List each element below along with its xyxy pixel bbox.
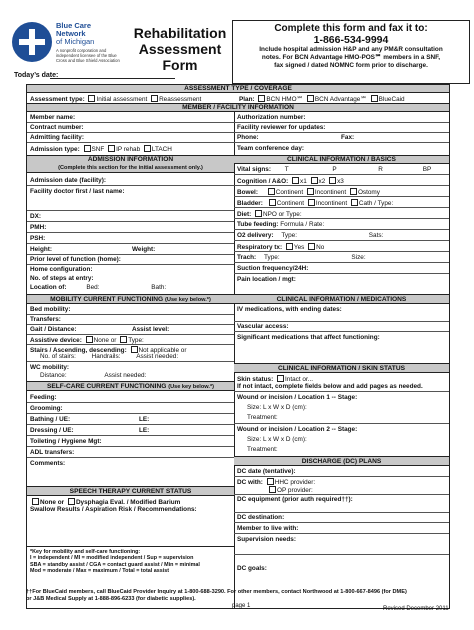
bowel-label: Bowel: (237, 189, 258, 196)
checkbox[interactable] (267, 478, 274, 485)
bed-label: Bed: (86, 284, 100, 291)
grooming-label: Grooming: (30, 405, 63, 412)
iv-meds-label: IV medications, with ending dates: (237, 306, 342, 313)
option-yes: Yes (293, 244, 305, 251)
checkbox[interactable] (144, 145, 151, 152)
checkbox[interactable] (88, 95, 95, 102)
dc-with-label: DC with: (237, 479, 263, 486)
section-discharge: DISCHARGE (DC) PLANS (234, 456, 449, 466)
checkbox[interactable] (131, 346, 138, 353)
rule (27, 546, 234, 547)
rule (27, 264, 234, 265)
checkbox[interactable] (120, 336, 127, 343)
section-title: SELF-CARE CURRENT FUNCTIONING (46, 383, 167, 390)
diet-row (237, 210, 302, 218)
sats-label: Sats: (368, 232, 384, 239)
section-clinical-skin: CLINICAL INFORMATION / SKIN STATUS (234, 363, 449, 373)
fax-heading: Complete this form and fax it to: (274, 23, 428, 34)
dressing-le-label: LE: (139, 427, 150, 434)
location-label: Location of: (30, 284, 67, 291)
option-incontinent: Incontinent (314, 189, 347, 196)
option-intact: Intact or... (285, 376, 314, 383)
option-x1: x1 (300, 178, 307, 185)
section-clinical-meds: CLINICAL INFORMATION / MEDICATIONS (234, 294, 449, 304)
cognition-label: Cognition / A&O: (237, 178, 289, 185)
member-name-label: Member name: (30, 114, 76, 121)
vital-signs-row (237, 166, 431, 173)
vascular-access-label: Vascular access: (237, 323, 289, 330)
rule (27, 361, 234, 362)
dc-goals-label: DC goals: (237, 565, 267, 572)
checkbox[interactable] (350, 188, 357, 195)
bladder-label: Bladder: (237, 200, 263, 207)
diet-label: Diet: (237, 211, 252, 218)
option-cath: Cath / Type: (358, 200, 394, 207)
divider (234, 112, 235, 156)
rule (234, 554, 449, 555)
rule (234, 174, 449, 175)
dc-equipment-label: DC equipment (prior auth required††): (237, 496, 353, 503)
dc-op-row (267, 486, 313, 494)
title-line: Form (162, 57, 198, 73)
trach-row (237, 254, 366, 261)
dc-date-label: DC date (tentative): (237, 468, 296, 475)
todays-date-field[interactable] (50, 78, 175, 79)
page-number: page 1 (232, 603, 251, 609)
logo-subtext: A nonprofit corporation and independent licensee of the Blue Cross and Blue Shield Association (56, 48, 120, 63)
distance-label: Distance: (40, 372, 67, 379)
o2-type-label: Type: (281, 232, 298, 239)
admission-date-label: Admission date (facility): (30, 177, 106, 184)
rule (27, 413, 234, 414)
respiratory-label: Respiratory tx: (237, 244, 283, 251)
rule (234, 391, 449, 392)
option-no: No (316, 244, 325, 251)
option-x3: x3 (337, 178, 344, 185)
blue-cross-shield-icon (12, 22, 52, 62)
checkbox[interactable] (255, 210, 262, 217)
team-conference-label: Team conference day: (237, 145, 305, 152)
wound2-label: Wound or incision / Location 2 -- Stage: (237, 426, 358, 433)
section-subtitle: (Complete this section for the initial assessment only.) (58, 165, 203, 171)
fax-number: 1-866-534-9994 (313, 34, 389, 46)
cognition-row (237, 177, 344, 185)
wc-mobility-label: WC mobility: (30, 364, 70, 371)
rule (234, 229, 449, 230)
wound1-label: Wound or incision / Location 1 -- Stage: (237, 394, 358, 401)
reviewer-label: Facility reviewer for updates: (237, 124, 326, 131)
assessment-type-label: Assessment type: (30, 96, 85, 103)
rule (234, 251, 449, 252)
option-ip-rehab: IP rehab (116, 146, 141, 153)
speech-row (30, 498, 180, 506)
fax-label: Fax: (341, 134, 355, 141)
checkbox[interactable] (307, 95, 314, 102)
checkbox[interactable] (269, 199, 276, 206)
logo-line: Blue Care (56, 21, 92, 30)
option-none: None or (40, 499, 65, 506)
section-assessment-type: ASSESSMENT TYPE / COVERAGE (27, 84, 449, 93)
o2-row (237, 232, 383, 239)
rule (27, 446, 234, 447)
significant-meds-label: Significant medications that affect functioning: (237, 334, 380, 341)
key-line: I = independent / MI = modified independent / Sup = supervision (30, 555, 194, 562)
pmh-label: PMH: (30, 224, 47, 231)
dx-label: DX: (30, 213, 42, 220)
live-with-label: Member to live with: (237, 525, 299, 532)
gait-label: Gait / Distance: (30, 326, 77, 333)
section-key-note: (Use key below.*) (168, 384, 215, 390)
rule (234, 196, 449, 197)
rule (234, 240, 449, 241)
option-not-applicable: Not applicable or (138, 347, 187, 354)
rule (27, 221, 234, 222)
dysphagia-eval-label: Dysphagia Eval. / Modified Barium (75, 499, 181, 506)
rule (27, 132, 449, 133)
assistive-device-row (30, 336, 144, 344)
contract-label: Contract number: (30, 124, 84, 131)
plan-bluecaid: BlueCaid (378, 96, 405, 103)
section-clinical-basics: CLINICAL INFORMATION / BASICS (234, 155, 449, 164)
option-initial: Initial assessment (96, 96, 148, 103)
rule (234, 522, 449, 523)
rule (27, 254, 234, 255)
admission-type-label: Admission type: (30, 146, 80, 153)
rule (234, 185, 449, 186)
wound1-size-label: Size: L x W x D (cm): (247, 404, 307, 411)
height-label: Height: (30, 246, 53, 253)
column-divider (234, 155, 235, 609)
skin-status-row (237, 375, 313, 383)
rule (27, 334, 234, 335)
suction-label: Suction frequency/24H: (237, 265, 309, 272)
checkbox[interactable] (86, 336, 93, 343)
fax-note-line: Include hospital admission H&P and any PM&R consultation (259, 46, 443, 53)
section-title: ADMISSION INFORMATION (87, 156, 174, 163)
rule (234, 533, 449, 534)
rule (234, 207, 449, 208)
rule (27, 314, 234, 315)
tube-feeding-label: Tube feeding: (237, 221, 279, 228)
admission-type-row (30, 145, 172, 153)
checkbox[interactable] (311, 177, 318, 184)
rule (234, 218, 449, 219)
rule (234, 273, 449, 274)
section-speech: SPEECH THERAPY CURRENT STATUS (27, 486, 234, 496)
rule (27, 424, 234, 425)
option-x2: x2 (318, 178, 326, 185)
logo-line: Network (56, 29, 86, 38)
rule (27, 457, 234, 458)
vital-p: P (332, 166, 337, 173)
bladder-row (237, 199, 393, 207)
bathing-le-label: LE: (139, 416, 150, 423)
option-ltach: LTACH (151, 146, 172, 153)
vital-bp: BP (422, 166, 432, 173)
option-reassessment: Reassessment (159, 96, 202, 103)
supervision-label: Supervision needs: (237, 536, 296, 543)
rule (27, 210, 234, 211)
vital-t: T (284, 166, 289, 173)
pain-label: Pain location / mgt: (237, 276, 296, 283)
location-row (30, 284, 166, 291)
fax-note-line: fax signed / dated NOMNC form prior to discharge. (274, 62, 428, 69)
option-op: OP provider: (277, 487, 313, 494)
rule (234, 476, 449, 477)
rule (27, 402, 234, 403)
rule (27, 344, 234, 345)
skin-note: If not intact, complete fields below and add pages as needed. (237, 383, 423, 390)
logo-line: of Michigan (56, 37, 95, 46)
title-line: Rehabilitation (133, 25, 227, 41)
dc-with-row (237, 478, 315, 486)
checkbox[interactable] (32, 498, 39, 505)
no-stairs-label: No. of stairs: (40, 353, 76, 360)
checkbox[interactable] (286, 243, 293, 250)
checkbox[interactable] (269, 486, 276, 493)
adl-transfers-label: ADL transfers: (30, 449, 75, 456)
checkbox[interactable] (308, 199, 315, 206)
checkbox[interactable] (84, 145, 91, 152)
transfers-label: Transfers: (30, 316, 61, 323)
checkbox[interactable] (258, 95, 265, 102)
section-key-note: (Use key below.*) (165, 297, 211, 303)
steps-label: No. of steps at entry: (30, 275, 94, 282)
wound2-size-label: Size: L x W x D (cm): (247, 436, 307, 443)
o2-delivery-label: O2 delivery: (237, 232, 274, 239)
checkbox[interactable] (307, 188, 314, 195)
checkbox[interactable] (351, 199, 358, 206)
form-title (130, 25, 230, 73)
key-title: *Key for mobility and self-care functioning: (30, 549, 141, 555)
key-line: SBA = standby assist / CGA = contact guard assist / Min = minimal (30, 561, 200, 568)
home-config-label: Home configuration: (30, 266, 93, 273)
rule (234, 494, 449, 495)
checkbox[interactable] (268, 188, 275, 195)
checkbox[interactable] (68, 498, 75, 505)
option-snf: SNF (91, 146, 105, 153)
logo-text (56, 22, 94, 46)
todays-date-label: Today’s date: (14, 72, 59, 79)
option-npo: NPO or (262, 211, 285, 218)
checkbox[interactable] (371, 95, 378, 102)
assist-needed-label: Assist needed: (104, 372, 147, 379)
title-line: Assessment (138, 41, 222, 57)
bcn-logo (12, 22, 122, 72)
phone-label: Phone: (237, 134, 259, 141)
option-continent: Continent (275, 189, 304, 196)
checkbox[interactable] (151, 95, 158, 102)
option-none: None or (93, 337, 117, 344)
handrails-label: Handrails: (91, 353, 121, 360)
vital-signs-label: Vital signs: (237, 166, 271, 173)
section-selfcare (27, 381, 234, 391)
toileting-label: Toileting / Hygiene Mgt: (30, 438, 102, 445)
rule (234, 321, 449, 322)
bath-label: Bath: (151, 284, 167, 291)
rule (234, 262, 449, 263)
footnote-line: or J&B Medical Supply at 1-888-896-6233 (for diabetic supplies). (26, 595, 196, 602)
plan-bcn-hmo: BCN HMO℠ (266, 96, 304, 103)
wc-detail-row (40, 372, 146, 379)
assist-needed-label: Assist needed: (136, 353, 179, 360)
assessment-type-row (30, 95, 201, 103)
feeding-label: Feeding: (30, 394, 57, 401)
plan-row (239, 95, 405, 103)
bowel-row (237, 188, 380, 196)
dressing-label: Dressing / UE: (30, 427, 74, 434)
formula-rate-label: Formula / Rate: (280, 221, 325, 228)
fax-instructions-box (232, 20, 470, 84)
respiratory-row (237, 243, 324, 251)
wound1-treatment-label: Treatment: (247, 414, 278, 421)
form-frame (26, 84, 450, 609)
comments-label: Comments: (30, 460, 66, 467)
section-title: MOBILITY CURRENT FUNCTIONING (50, 296, 164, 303)
option-continent: Continent (276, 200, 305, 207)
authorization-label: Authorization number: (237, 114, 306, 121)
diet-type-label: Type: (285, 211, 302, 218)
tube-feeding-row (237, 221, 324, 228)
device-type-label: Type: (128, 337, 144, 344)
fax-note-line: notes. For BCN Advantage HMO-POS℠ members in a SNF, (261, 54, 441, 61)
revised-date: Revised December 2011 (383, 606, 449, 612)
plan-label: Plan: (239, 96, 255, 103)
rule (27, 243, 234, 244)
rule (234, 423, 449, 424)
option-incontinent: Incontinent (315, 200, 348, 207)
section-member-facility: MEMBER / FACILITY INFORMATION (27, 103, 449, 112)
rule (27, 122, 449, 123)
plan-bcn-advantage: BCN Advantage℠ (314, 96, 367, 103)
checkbox[interactable] (292, 177, 299, 184)
rule (27, 142, 449, 143)
facility-doctor-label: Facility doctor first / last name: (30, 188, 125, 195)
prior-function-label: Prior level of function (home): (30, 256, 121, 263)
section-mobility (27, 294, 234, 304)
psh-label: PSH: (30, 235, 46, 242)
footnote-line: ††For BlueCaid members, call BlueCaid Provider Inquiry at 1-800-688-3290. For other members, contact Northwood at 1-800-667-8496 (for DME) (26, 589, 407, 595)
weight-label: Weight: (132, 246, 156, 253)
skin-status-label: Skin status: (237, 376, 274, 383)
rule (27, 185, 234, 186)
section-admission (27, 155, 234, 173)
checkbox[interactable] (277, 375, 284, 382)
rule (27, 435, 234, 436)
bed-mobility-label: Bed mobility: (30, 306, 71, 313)
rule (27, 232, 234, 233)
rule (234, 512, 449, 513)
option-ostomy: Ostomy (357, 189, 380, 196)
wound2-treatment-label: Treatment: (247, 446, 278, 453)
key-line: Mod = moderate / Max = maximum / Total = total assist (30, 567, 170, 574)
assist-level-label: Assist level: (132, 326, 170, 333)
assistive-device-label: Assistive device: (30, 337, 82, 344)
trach-label: Trach: (237, 254, 257, 261)
bathing-label: Bathing / UE: (30, 416, 71, 423)
footnote (26, 589, 466, 602)
trach-size-label: Size: (351, 254, 366, 261)
checkbox[interactable] (308, 243, 315, 250)
checkbox[interactable] (329, 177, 336, 184)
dc-destination-label: DC destination: (237, 514, 285, 521)
option-hhc: HHC provider: (274, 479, 316, 486)
fax-note (233, 46, 469, 70)
trach-type-label: Type: (263, 254, 280, 261)
admitting-facility-label: Admitting facility: (30, 134, 84, 141)
stairs-detail-row (40, 353, 178, 360)
functioning-key (30, 549, 200, 574)
rule (27, 324, 234, 325)
vital-r: R (378, 166, 383, 173)
rule (234, 331, 449, 332)
swallow-results-label: Swallow Results / Aspiration Risk / Recommendations: (30, 506, 197, 513)
stairs-label: Stairs / Ascending, descending: (30, 347, 127, 354)
checkbox[interactable] (108, 145, 115, 152)
